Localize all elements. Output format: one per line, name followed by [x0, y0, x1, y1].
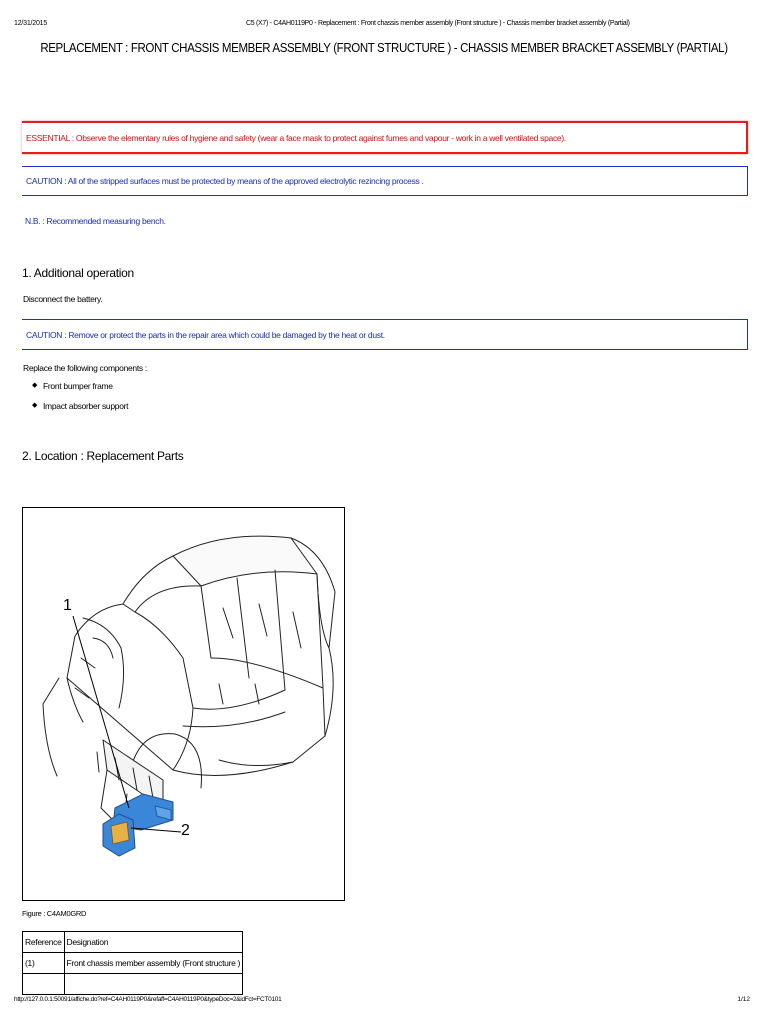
table-row — [23, 953, 243, 974]
caution-notice-heat-dust — [22, 319, 748, 350]
table-cell-empty — [64, 974, 243, 995]
page-number: 1/12 — [737, 996, 750, 1003]
car-body-illustration — [23, 508, 344, 900]
list-item: ◆ Impact absorber support — [32, 401, 129, 411]
print-footer-url: http://127.0.0.1:50091/affiche.do?ref=C4AH0119P0&refaff=C4AH0119P0&typeDoc=2&idFct=FCT0101 — [14, 996, 282, 1003]
nb-note: N.B. : Recommended measuring bench. — [25, 216, 166, 226]
section-heading-additional-operation: 1. Additional operation — [22, 266, 134, 280]
replace-components-intro: Replace the following components : — [23, 363, 147, 373]
bullet-icon: ◆ — [32, 382, 38, 389]
car-body-figure — [22, 507, 345, 901]
page-title: REPLACEMENT : FRONT CHASSIS MEMBER ASSEMBLY (FRONT STRUCTURE ) - CHASSIS MEMBER BRACKET ASSEMBLY (PARTIAL) — [40, 41, 728, 55]
list-item: ◆ Front bumper frame — [32, 381, 113, 391]
table-row — [23, 974, 243, 995]
table-header-row — [23, 932, 243, 953]
section-heading-location: 2. Location : Replacement Parts — [22, 449, 184, 463]
caution-notice-text: CAUTION : Remove or protect the parts in the repair area which could be damaged by the heat or dust. — [26, 329, 385, 340]
table-header-reference: Reference — [23, 932, 65, 953]
caution-notice-text: CAUTION : All of the stripped surfaces must be protected by means of the approved electrolytic rezincing process . — [26, 176, 424, 186]
components-list — [30, 379, 128, 419]
reference-table — [22, 931, 243, 995]
print-header-title: C5 (X7) - C4AH0119P0 - Replacement : Front chassis member assembly (Front structure ) - Chassis member bracket assembly (Partial) — [246, 20, 630, 27]
essential-notice — [22, 121, 748, 154]
table-header-designation: Designation — [64, 932, 243, 953]
callout-1: 1 — [63, 597, 72, 614]
print-date: 12/31/2015 — [14, 20, 48, 27]
callout-2: 2 — [181, 822, 190, 839]
table-cell-designation: Front chassis member assembly (Front structure ) — [64, 953, 243, 974]
disconnect-battery-text: Disconnect the battery. — [23, 294, 103, 304]
essential-notice-text: ESSENTIAL : Observe the elementary rules of hygiene and safety (wear a face mask to protect against fumes and vapour - work in a well ventilated space). — [26, 132, 566, 143]
figure-caption: Figure : C4AM0GRD — [22, 909, 87, 918]
table-cell-empty — [23, 974, 65, 995]
table-cell-reference: (1) — [23, 953, 65, 974]
bullet-icon: ◆ — [32, 402, 38, 409]
caution-notice-rezincing — [22, 166, 748, 196]
